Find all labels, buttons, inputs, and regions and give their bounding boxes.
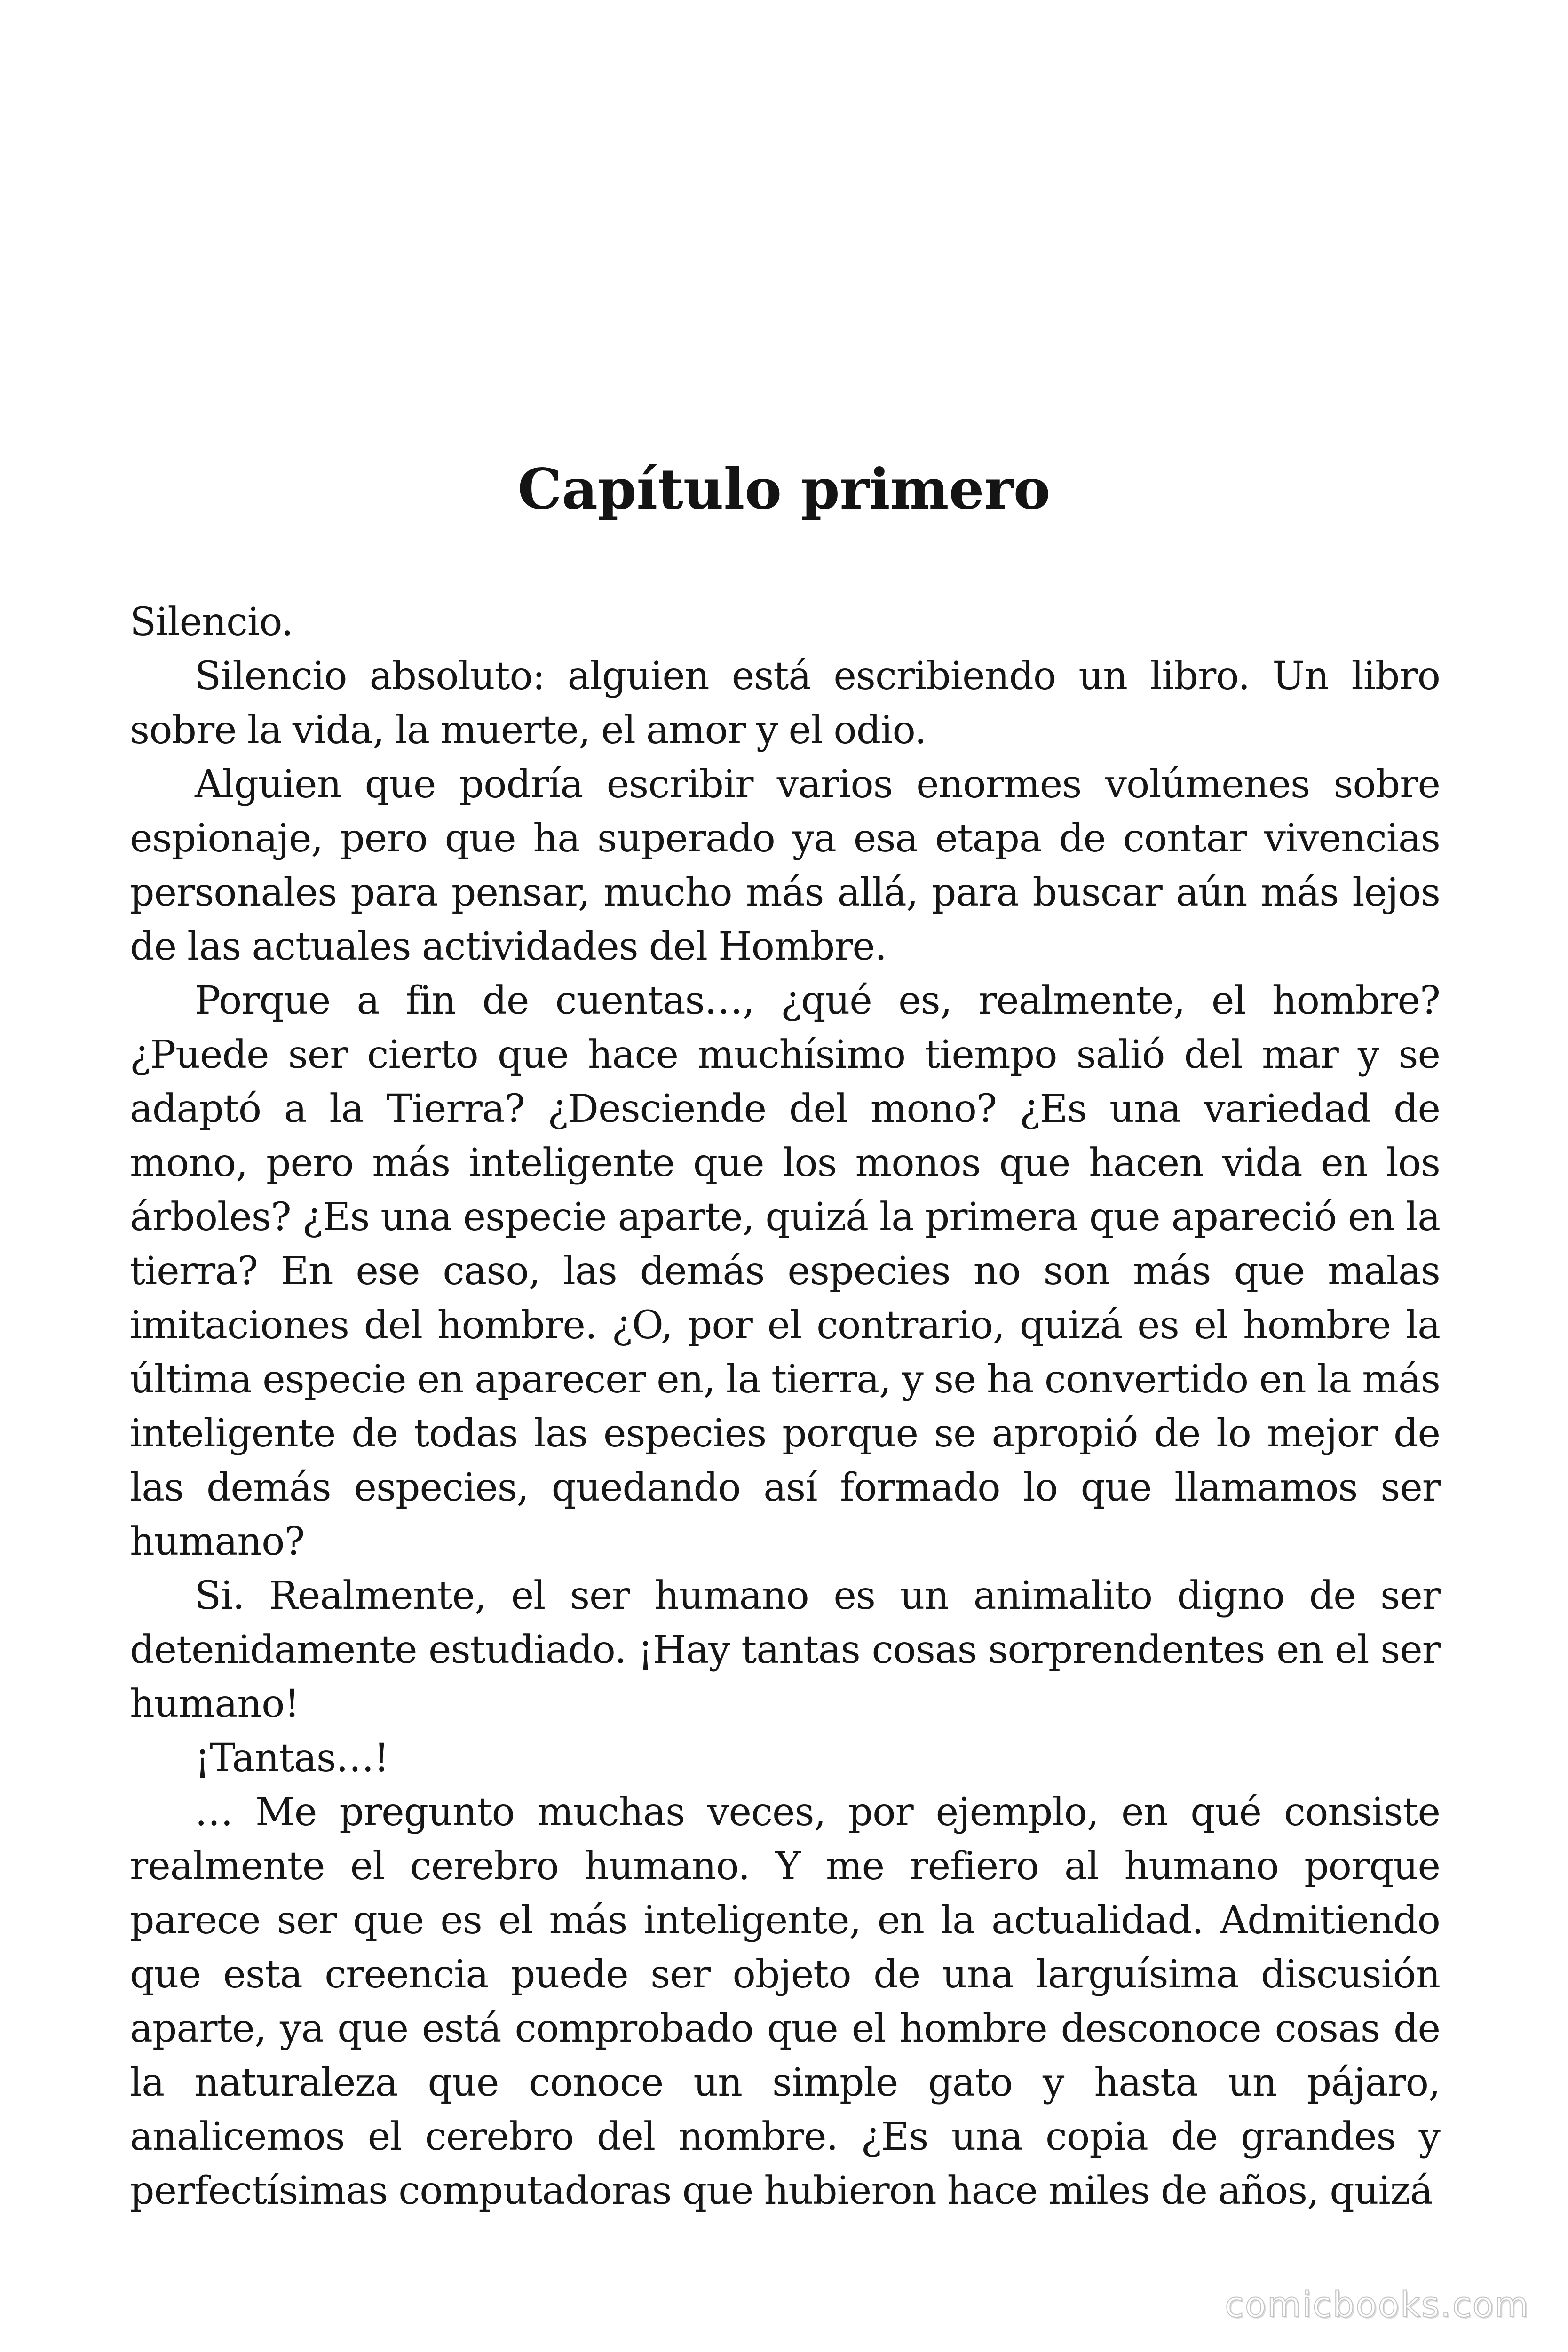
paragraph: Porque a fin de cuentas…, ¿qué es, realmente, el hombre? ¿Puede ser cierto que hace muchísimo tiempo salió del mar y se adaptó a la Tierra? ¿Desciende del mono? ¿Es una variedad de mono, pero más inteligente que los monos que hacen vida en los árboles? ¿Es una especie aparte, quizá la primera que apareció en la tierra? En ese caso, las demás especies no son más que malas imitaciones del hombre. ¿O, por el contrario, quizá es el hombre la última especie en aparecer en, la tierra, y se ha convertido en la más inteligente de todas las especies porque se apropió de lo mejor de las demás especies, quedando así formado lo que llamamos ser humano? — [130, 978, 1440, 1564]
watermark-logo: comicbooks.com — [1225, 2285, 1529, 2325]
paragraph: ¡Tantas…! — [195, 1736, 389, 1780]
paragraph: Silencio. — [130, 600, 293, 644]
paragraph: … Me pregunto muchas veces, por ejemplo, en qué consiste realmente el cerebro humano. Y me refiero al humano porque parece ser que es el más inteligente, en la actualidad. Admitiendo que esta creencia puede ser objeto de una larguísima discusión aparte, ya que está comprobado que el hombre desconoce cosas de la naturaleza que conoce un simple gato y hasta un pájaro, analicemos el cerebro del nombre. ¿Es una copia de grandes y perfectísimas computadoras que hubieron hace miles de años, quizá — [130, 1790, 1440, 2213]
chapter-body — [130, 595, 1440, 2218]
paragraph: Alguien que podría escribir varios enormes volúmenes sobre espionaje, pero que ha superado ya esa etapa de contar vivencias personales para pensar, mucho más allá, para buscar aún más lejos de las actuales actividades del Hombre. — [130, 762, 1440, 969]
chapter-title: Capítulo primero — [517, 456, 1051, 522]
paragraph: Si. Realmente, el ser humano es un animalito digno de ser detenidamente estudiado. ¡Hay tantas cosas sorprendentes en el ser humano! — [130, 1573, 1440, 1726]
paragraph: Silencio absoluto: alguien está escribiendo un libro. Un libro sobre la vida, la muerte, el amor y el odio. — [130, 654, 1440, 753]
